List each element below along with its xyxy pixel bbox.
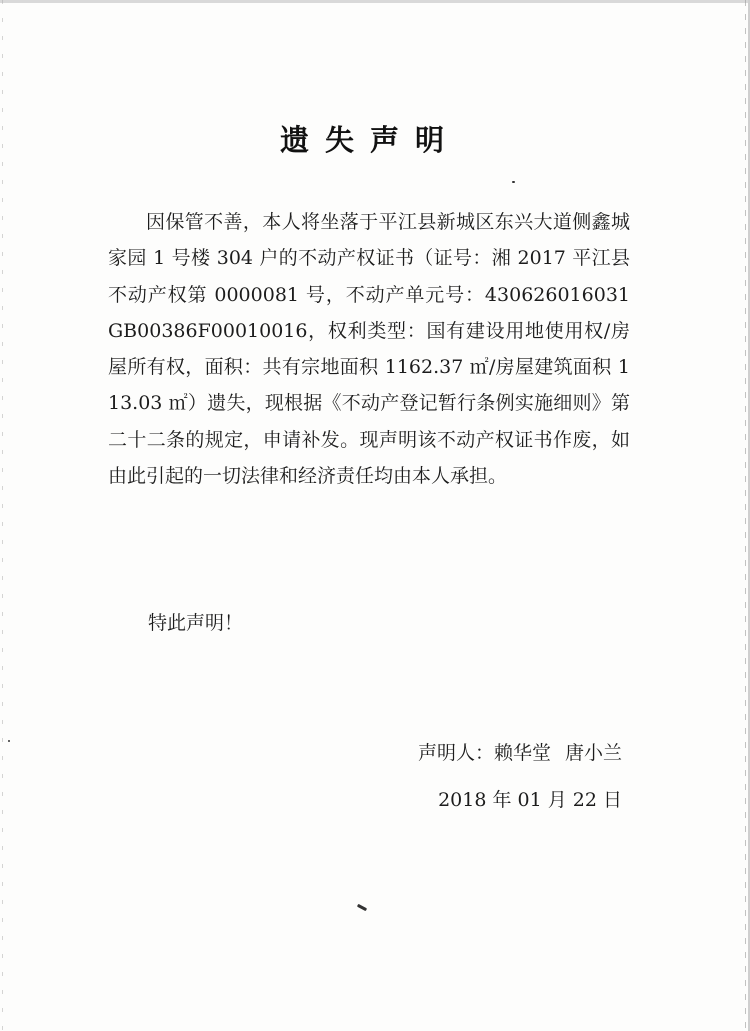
scan-edge-right-dash: [745, 0, 746, 1031]
signer-line: [418, 738, 622, 765]
scan-edge-top: [0, 0, 750, 3]
closing-statement: 特此声明！: [148, 612, 244, 634]
scan-speck: [8, 740, 10, 742]
document-body: [108, 204, 630, 494]
body-paragraph: 因保管不善，本人将坐落于平江县新城区东兴大道侧鑫城家园 1 号楼 304 户的不动产权证书（证号：湘 2017 平江县不动产权第 0000081 号，不动产单元号：430626016031GB00386F00010016，权利类型：国有建设用地使用权/房屋所有权，面积：共有宗地面积 1162.37 ㎡/房屋建筑面积 113.03 ㎡）遗失，现根据《不动产登记暂行条例实施细则》第二十二条的规定，申请补发。现声明该不动产权证书作废，如由此引起的一切法律和经济责任均由本人承担。: [108, 211, 630, 488]
document-date: 2018 年 01 月 22 日: [438, 789, 622, 811]
document-title: 遗失声明: [279, 123, 460, 157]
scan-speck: [357, 904, 367, 911]
signer-second-name: 唐小兰: [564, 742, 622, 764]
signer-label: 声明人：赖华堂: [417, 742, 551, 764]
scan-speck: [512, 181, 515, 183]
